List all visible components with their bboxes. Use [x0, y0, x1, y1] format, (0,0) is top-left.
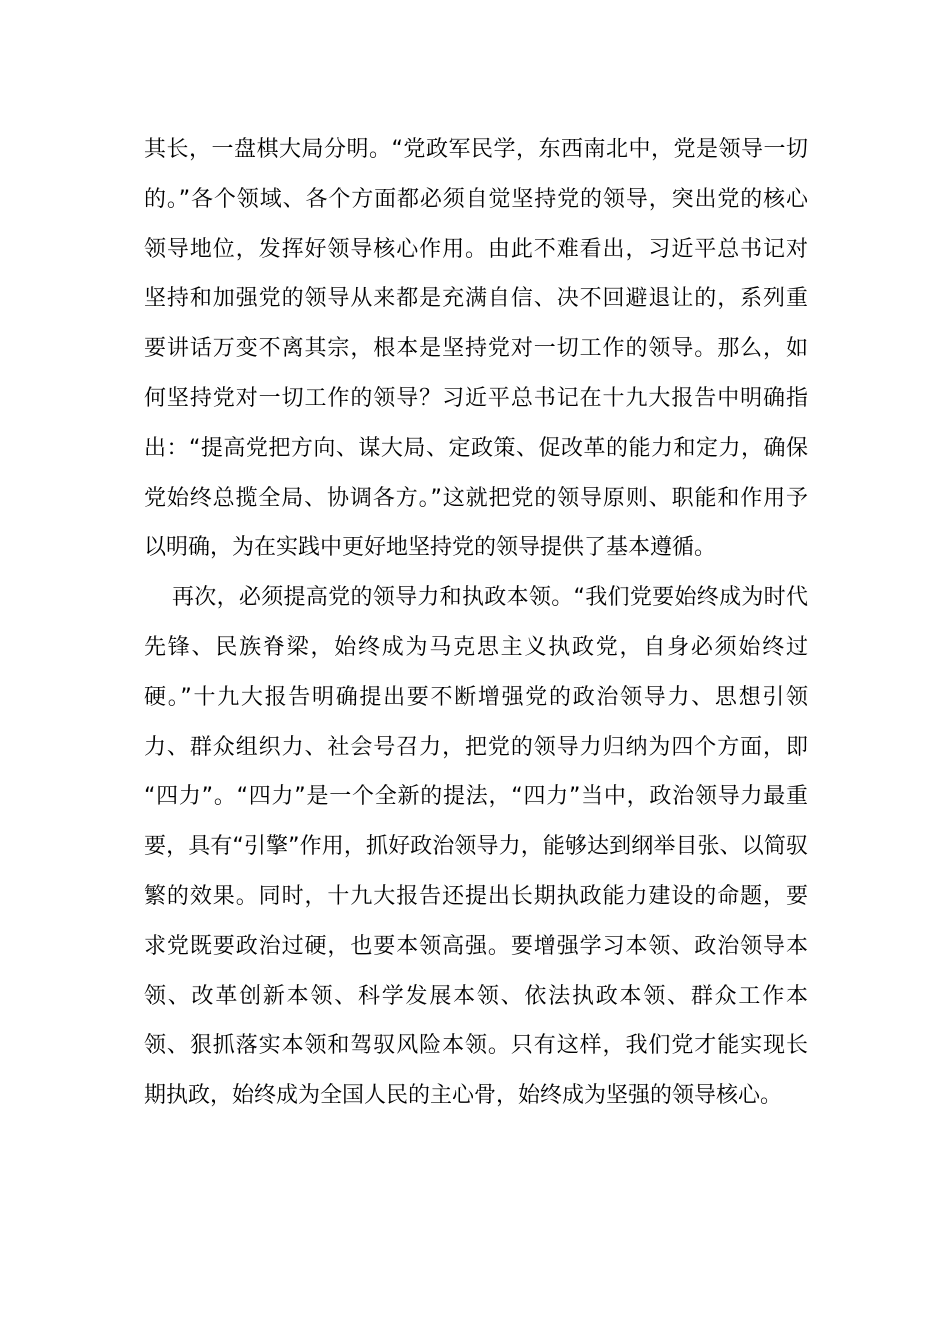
text-line: 何坚持党对一切工作的领导？习近平总书记在十九大报告中明确指: [144, 385, 808, 411]
text-line: 领、狠抓落实本领和驾驭风险本领。只有这样，我们党才能实现长: [144, 1033, 808, 1059]
text-line: 领、改革创新本领、科学发展本领、依法执政本领、群众工作本: [144, 983, 808, 1009]
text-line: 要，具有“引擎”作用，抓好政治领导力，能够达到纲举目张、以简驭: [144, 834, 808, 860]
text-line: 求党既要政治过硬，也要本领高强。要增强学习本领、政治领导本: [144, 933, 808, 959]
text-line: 硬。”十九大报告明确提出要不断增强党的政治领导力、思想引领: [144, 684, 808, 710]
document-body: [144, 125, 808, 1121]
paragraph-1: [144, 125, 808, 573]
text-line: 力、群众组织力、社会号召力，把党的领导力归纳为四个方面，即: [144, 734, 808, 760]
text-line: 党始终总揽全局、协调各方。”这就把党的领导原则、职能和作用予: [144, 485, 808, 511]
text-line: “四力”。“四力”是一个全新的提法，“四力”当中，政治领导力最重: [144, 784, 808, 810]
text-line: 再次，必须提高党的领导力和执政本领。“我们党要始终成为时代: [172, 585, 808, 611]
text-line: 要讲话万变不离其宗，根本是坚持党对一切工作的领导。那么，如: [144, 336, 808, 362]
text-line: 以明确，为在实践中更好地坚持党的领导提供了基本遵循。: [144, 535, 717, 561]
text-line: 先锋、民族脊梁，始终成为马克思主义执政党，自身必须始终过: [144, 634, 808, 660]
text-line: 其长，一盘棋大局分明。“党政军民学，东西南北中，党是领导一切: [144, 137, 808, 162]
text-line: 期执政，始终成为全国人民的主心骨，始终成为坚强的领导核心。: [144, 1083, 783, 1109]
text-line: 出：“提高党把方向、谋大局、定政策、促改革的能力和定力，确保: [144, 435, 808, 461]
text-line: 的。”各个领域、各个方面都必须自觉坚持党的领导，突出党的核心: [144, 186, 808, 212]
text-line: 领导地位，发挥好领导核心作用。由此不难看出，习近平总书记对: [144, 236, 808, 262]
paragraph-2: [144, 573, 808, 1121]
text-line: 坚持和加强党的领导从来都是充满自信、决不回避退让的，系列重: [144, 286, 808, 312]
text-line: 繁的效果。同时，十九大报告还提出长期执政能力建设的命题，要: [144, 883, 808, 909]
